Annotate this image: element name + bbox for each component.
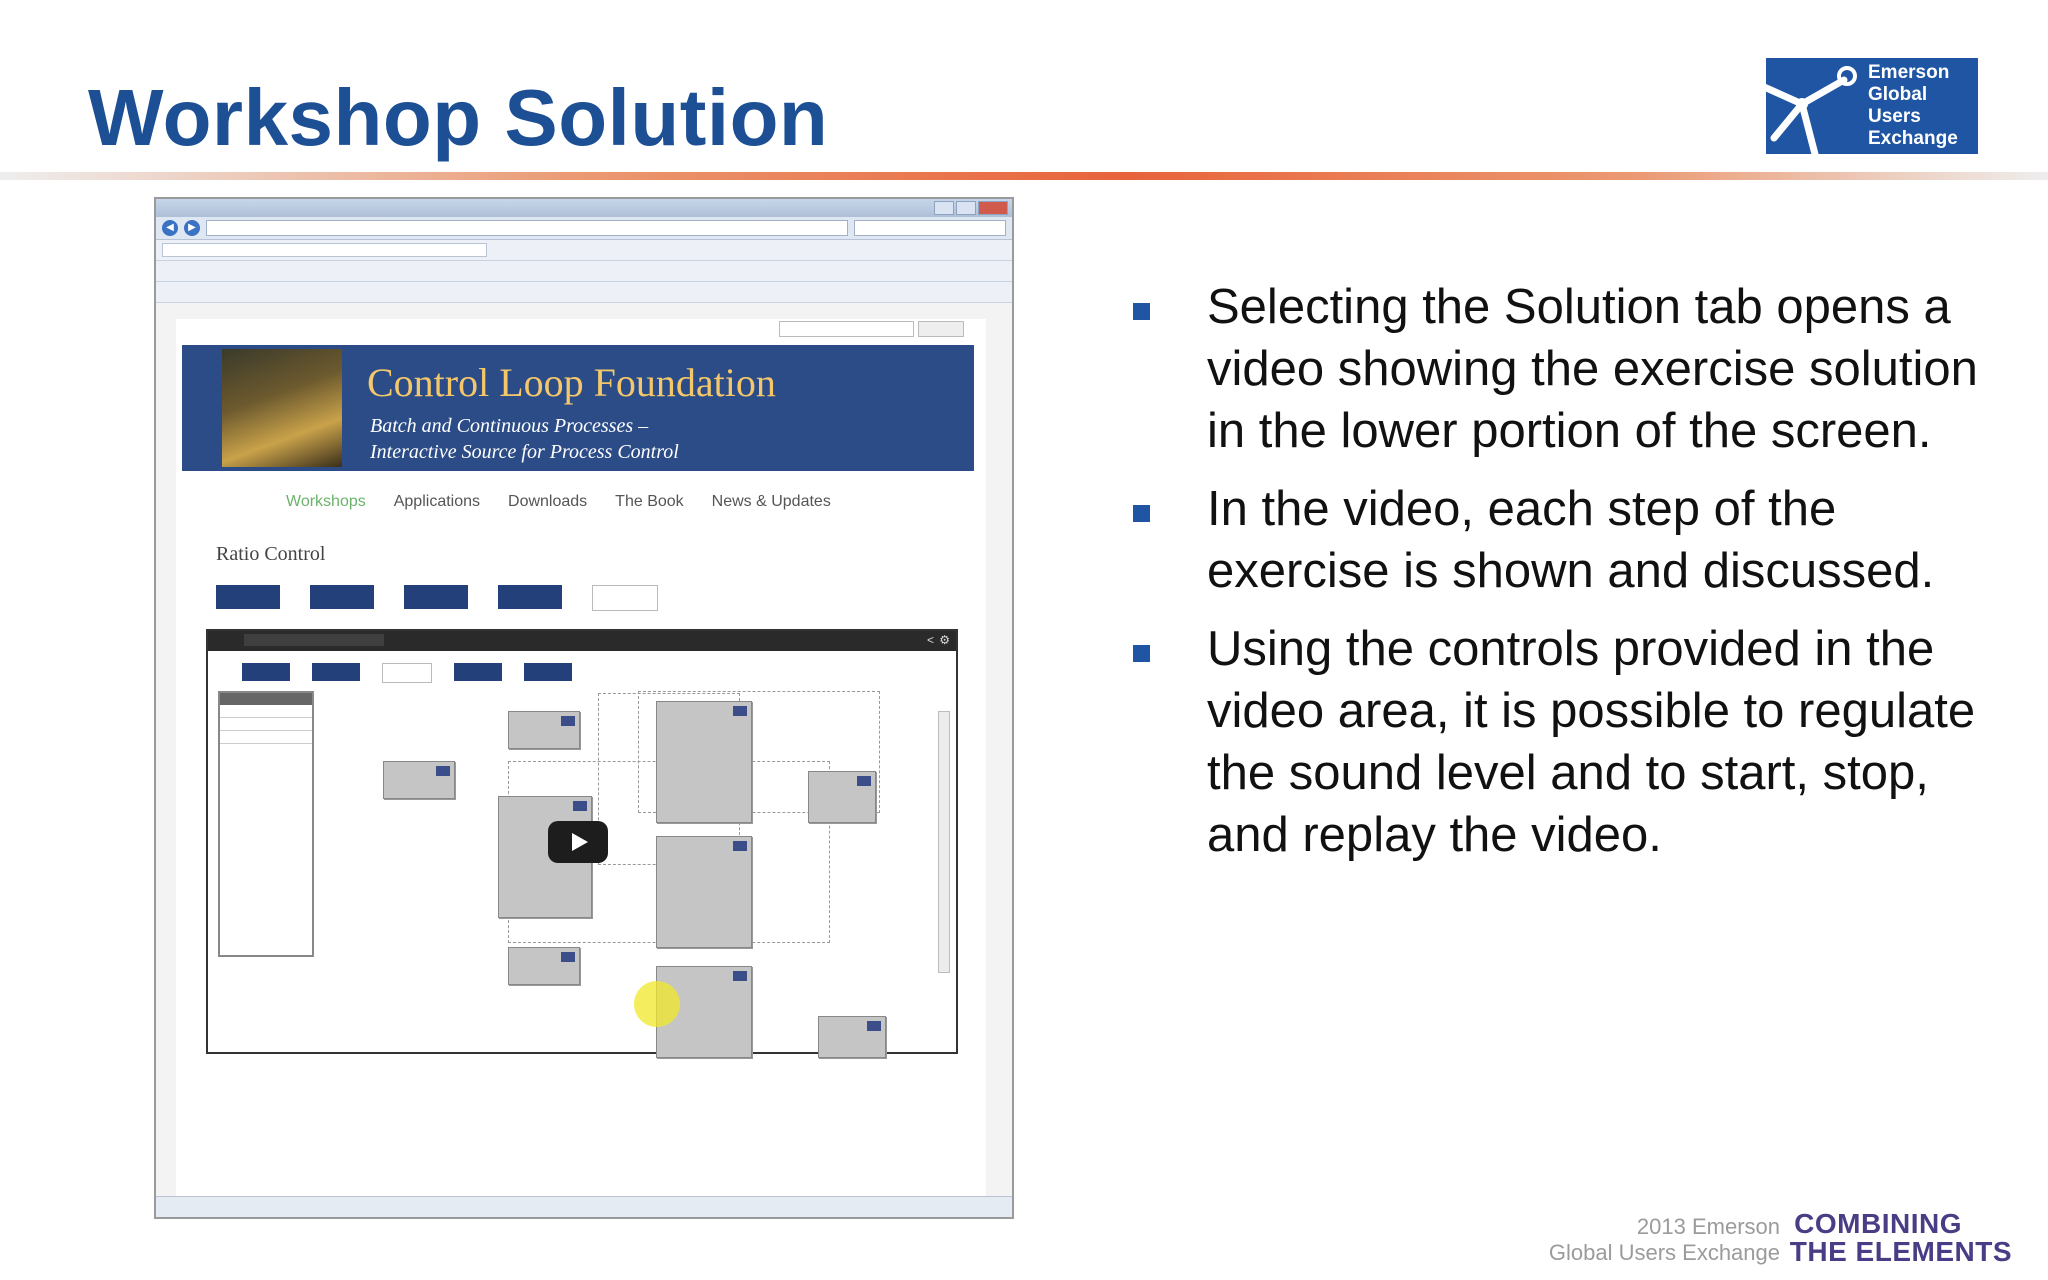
function-block (383, 761, 455, 799)
function-block (656, 836, 752, 948)
block-header (857, 776, 871, 786)
table-row (220, 705, 312, 718)
nav-item-news[interactable]: News & Updates (711, 493, 831, 510)
block-header (733, 841, 747, 851)
footer-tagline: THE ELEMENTS (1789, 1236, 2012, 1267)
tab-chart[interactable] (498, 585, 562, 609)
logo-line: Exchange (1868, 128, 1958, 149)
logo-line: Emerson (1868, 62, 1950, 83)
banner-title: Control Loop Foundation (367, 360, 776, 405)
url-input[interactable] (206, 220, 848, 236)
bullet-text: Using the controls provided in the video area, it is possible to regulate the sound level and to start, stop, and replay the video. (1207, 622, 1976, 862)
google-toolbar (156, 240, 1012, 261)
function-block (508, 947, 580, 985)
bullet-item (1130, 478, 1990, 602)
parameter-table (218, 691, 314, 957)
favorites-bar (156, 261, 1012, 282)
browser-titlebar (156, 199, 1012, 217)
tab-workspace[interactable] (404, 585, 468, 609)
inner-tab (382, 663, 432, 683)
tab-process[interactable] (310, 585, 374, 609)
logo-line: Users (1868, 106, 1921, 127)
function-block (656, 701, 752, 823)
browser-address-bar (156, 217, 1012, 240)
video-title (244, 634, 384, 646)
video-inner-tabs (242, 663, 572, 683)
browser-screenshot (154, 197, 1014, 1219)
emerson-logo (1766, 58, 1978, 154)
block-header (436, 766, 450, 776)
footer-exchange: Global Users Exchange (1548, 1240, 1780, 1265)
minimize-icon[interactable] (934, 201, 954, 215)
back-arrow-icon[interactable]: ◀ (162, 220, 178, 236)
function-block (808, 771, 876, 823)
logo-wordmark (1868, 62, 1958, 150)
block-header (561, 716, 575, 726)
toolbar-search-input[interactable] (162, 243, 487, 257)
footer-brand (1492, 1206, 2012, 1266)
block-header (733, 971, 747, 981)
cursor-highlight (634, 981, 680, 1027)
bullet-item (1130, 618, 1990, 866)
banner-subtitle (370, 413, 679, 465)
nav-item-applications[interactable]: Applications (393, 493, 481, 510)
browser-search-input[interactable] (854, 220, 1006, 236)
banner-subtitle-line: Batch and Continuous Processes – (370, 415, 649, 437)
function-block (818, 1016, 886, 1058)
logo-line: Global (1868, 84, 1928, 105)
gear-icon[interactable]: ⚙ (939, 633, 950, 647)
inner-tab (524, 663, 572, 681)
bullet-text: In the video, each step of the exercise is shown and discussed. (1207, 482, 1935, 598)
table-row (220, 731, 312, 744)
block-header (561, 952, 575, 962)
book-cover-image (222, 349, 342, 467)
block-header (733, 706, 747, 716)
function-block (508, 711, 580, 749)
title-divider (0, 172, 2048, 180)
slide-title: Workshop Solution (88, 73, 829, 162)
solution-video[interactable] (206, 629, 958, 1054)
share-icon[interactable]: < (926, 633, 934, 647)
table-row (220, 718, 312, 731)
nav-item-workshops[interactable]: Workshops (286, 493, 366, 510)
maximize-icon[interactable] (956, 201, 976, 215)
site-search-input[interactable] (779, 321, 914, 337)
play-button[interactable] (548, 821, 608, 863)
video-scrollbar[interactable] (938, 711, 950, 973)
site-search-button[interactable] (918, 321, 964, 337)
nav-item-the-book[interactable]: The Book (615, 493, 684, 510)
page-heading: Ratio Control (216, 543, 326, 565)
footer-year: 2013 Emerson (1636, 1214, 1780, 1239)
forward-arrow-icon[interactable]: ▶ (184, 220, 200, 236)
square-bullet-icon (1133, 303, 1150, 320)
block-header (867, 1021, 881, 1031)
table-header (220, 693, 312, 705)
square-bullet-icon (1133, 645, 1150, 662)
bullet-item (1130, 276, 1990, 462)
close-icon[interactable] (978, 201, 1008, 215)
bullet-list (1130, 276, 1990, 882)
tab-bar (156, 282, 1012, 303)
square-bullet-icon (1133, 505, 1150, 522)
browser-status-bar (156, 1196, 1012, 1217)
block-header (573, 801, 587, 811)
window-controls (934, 201, 1008, 215)
footer-tagline: COMBINING (1794, 1208, 1962, 1239)
video-header (208, 631, 956, 651)
site-banner (182, 345, 974, 471)
web-page (176, 319, 986, 1207)
inner-tab (454, 663, 502, 681)
workshop-tabs (216, 585, 658, 611)
inner-tab (312, 663, 360, 681)
site-nav (286, 493, 831, 511)
tab-solution[interactable] (592, 585, 658, 611)
banner-subtitle-line: Interactive Source for Process Control (370, 441, 679, 463)
site-search (779, 321, 964, 337)
tab-exercise[interactable] (216, 585, 280, 609)
nav-item-downloads[interactable]: Downloads (508, 493, 588, 510)
bullet-text: Selecting the Solution tab opens a video showing the exercise solution in the lower portion of the screen. (1207, 280, 1978, 458)
inner-tab (242, 663, 290, 681)
